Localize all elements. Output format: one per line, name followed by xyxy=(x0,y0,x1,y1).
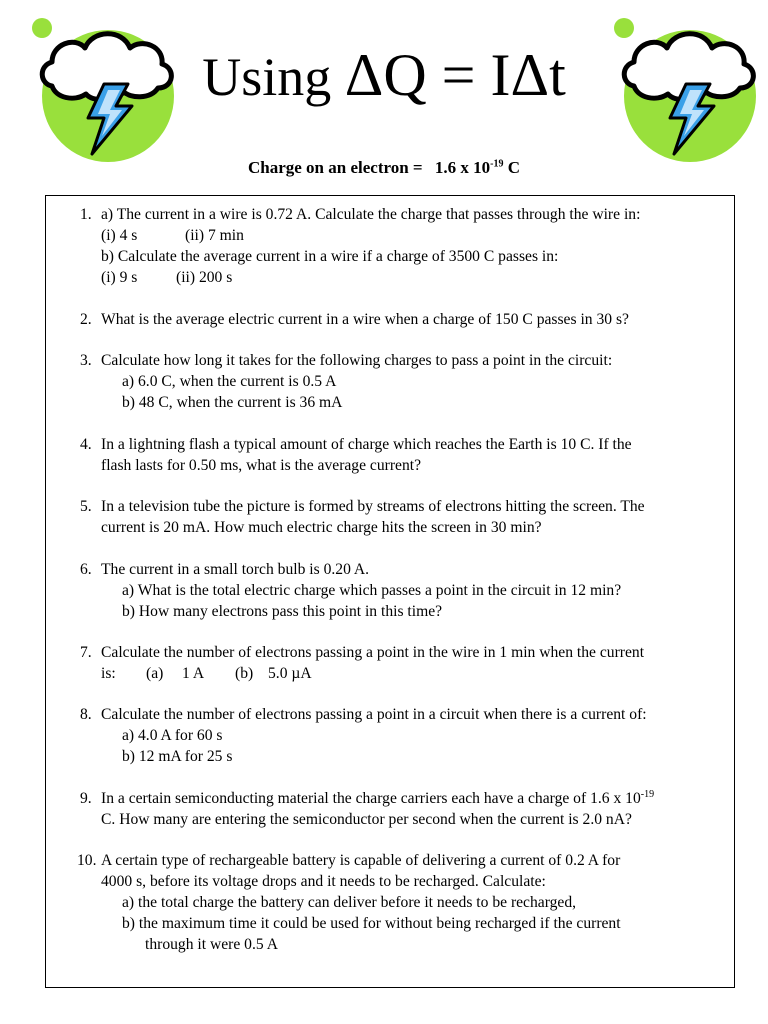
question-text: is: xyxy=(101,665,116,682)
question-part: (ii) 7 min xyxy=(185,227,244,244)
question-text: current is 20 mA. How much electric charge hits the screen in 30 min? xyxy=(101,519,542,536)
title-prefix: Using xyxy=(202,47,345,107)
question-part: (i) 4 s xyxy=(101,227,138,244)
charge-label: Charge on an electron = xyxy=(247,158,427,177)
question-text: A certain type of rechargeable battery is capable of delivering a current of 0.2 A for xyxy=(101,852,621,869)
question-part: (b) xyxy=(235,665,254,682)
question-number: 2. xyxy=(80,311,92,328)
charge-unit: C xyxy=(503,158,520,177)
question-number: 8. xyxy=(80,706,92,723)
question-number: 9. xyxy=(80,790,92,807)
electron-charge-line xyxy=(0,158,768,178)
question-part: a) 6.0 C, when the current is 0.5 A xyxy=(122,373,337,390)
question-text: Calculate how long it takes for the following charges to pass a point in the circuit: xyxy=(101,352,613,369)
question-text-part: In a certain semiconducting material the charge carriers each have a charge of 1.6 x 10 xyxy=(101,790,641,807)
question-part: a) 4.0 A for 60 s xyxy=(122,727,223,744)
question-number: 10. xyxy=(77,852,97,869)
question-number: 5. xyxy=(80,498,92,515)
page-title xyxy=(0,40,768,112)
question-number: 6. xyxy=(80,561,92,578)
charge-exponent: -19 xyxy=(490,158,504,170)
question-text: C. How many are entering the semiconductor per second when the current is 2.0 nA? xyxy=(101,811,632,828)
title-formula: ΔQ = IΔt xyxy=(344,42,566,108)
question-text: a) The current in a wire is 0.72 A. Calculate the charge that passes through the wire in: xyxy=(101,206,641,223)
question-text: 4000 s, before its voltage drops and it needs to be recharged. Calculate: xyxy=(101,873,546,890)
question-part: b) How many electrons pass this point in this time? xyxy=(122,603,443,620)
question-number: 3. xyxy=(80,352,92,369)
question-part: b) the maximum time it could be used for without being recharged if the current xyxy=(122,915,621,932)
question-number: 4. xyxy=(80,436,92,453)
question-part: 5.0 µA xyxy=(268,665,312,682)
question-number: 1. xyxy=(80,206,92,223)
question-text: In a television tube the picture is formed by streams of electrons hitting the screen. The xyxy=(101,498,645,515)
question-part: a) What is the total electric charge which passes a point in the circuit in 12 min? xyxy=(122,582,622,599)
question-text: Calculate the number of electrons passing a point in the wire in 1 min when the current xyxy=(101,644,645,661)
question-part: (i) 9 s xyxy=(101,269,138,286)
question-part: b) Calculate the average current in a wire if a charge of 3500 C passes in: xyxy=(101,248,559,265)
question-part: through it were 0.5 A xyxy=(145,936,278,953)
question-part: (a) xyxy=(146,665,164,682)
question-number: 7. xyxy=(80,644,92,661)
question-text: In a lightning flash a typical amount of charge which reaches the Earth is 10 C. If the xyxy=(101,436,632,453)
question-text xyxy=(101,788,654,809)
question-part: b) 12 mA for 25 s xyxy=(122,748,233,765)
question-text: Calculate the number of electrons passing a point in a circuit when there is a current of: xyxy=(101,706,647,723)
exponent: -19 xyxy=(640,788,655,800)
question-text: What is the average electric current in a wire when a charge of 150 C passes in 30 s? xyxy=(101,311,629,328)
question-part: b) 48 C, when the current is 36 mA xyxy=(122,394,343,411)
question-part: 1 A xyxy=(182,665,205,682)
questions-box xyxy=(45,195,735,988)
charge-mantissa: 1.6 x 10 xyxy=(434,158,491,177)
question-text: flash lasts for 0.50 ms, what is the average current? xyxy=(101,457,421,474)
question-part: a) the total charge the battery can deliver before it needs to be recharged, xyxy=(122,894,577,911)
question-part: (ii) 200 s xyxy=(176,269,233,286)
question-text: The current in a small torch bulb is 0.20 A. xyxy=(101,561,370,578)
